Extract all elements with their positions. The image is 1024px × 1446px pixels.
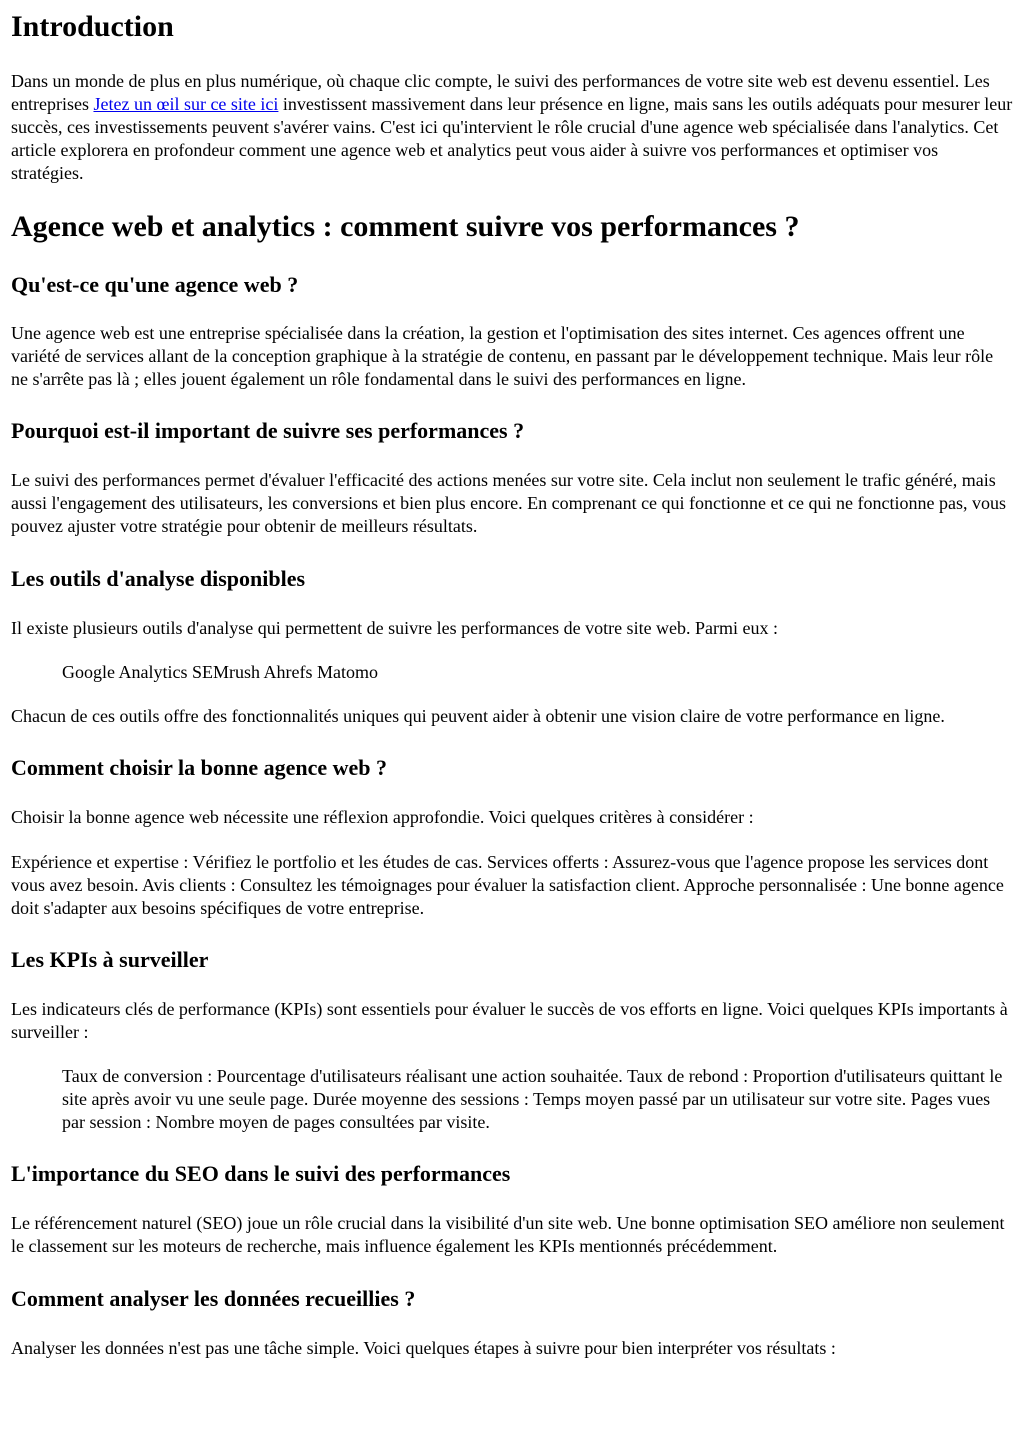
kpi-list: Taux de conversion : Pourcentage d'utilisateurs réalisant une action souhaitée. Taux de rebond : Proportion d'utilisateurs quittant le site après avoir vu une seule page. Durée moyenne des sessions : Temps moyen passé par un utilisateur sur votre site. Pages vues par session : Nombre moyen de pages consultées par visite.	[62, 1066, 1003, 1132]
intro-paragraph	[11, 70, 1013, 185]
intro-heading: Introduction	[11, 10, 174, 43]
section-kpis-paragraph: Les indicateurs clés de performance (KPIs) sont essentiels pour évaluer le succès de vos efforts en ligne. Voici quelques KPIs importants à surveiller :	[11, 999, 1008, 1042]
tools-list: Google Analytics SEMrush Ahrefs Matomo	[62, 662, 378, 682]
section-agence-heading: Qu'est-ce qu'une agence web ?	[11, 272, 299, 297]
section-outils-heading: Les outils d'analyse disponibles	[11, 566, 306, 591]
section-analyser-heading: Comment analyser les données recueillies ?	[11, 1286, 416, 1311]
criteria-list: Expérience et expertise : Vérifiez le portfolio et les études de cas. Services offerts : Assurez-vous que l'agence propose les services dont vous avez besoin. Avis clients : Consultez les témoignages pour évaluer la satisfaction client. Approche personnalisée : Une bonne agence doit s'adapter aux besoins spécifiques de votre entreprise.	[11, 852, 1004, 918]
section-outils-paragraph: Il existe plusieurs outils d'analyse qui permettent de suivre les performances de votre site web. Parmi eux :	[11, 618, 779, 638]
section-seo-paragraph: Le référencement naturel (SEO) joue un rôle crucial dans la visibilité d'un site web. Une bonne optimisation SEO améliore non seulement le classement sur les moteurs de recherche, mais influence également les KPIs mentionnés précédemment.	[11, 1213, 1005, 1256]
section-pourquoi-paragraph: Le suivi des performances permet d'évaluer l'efficacité des actions menées sur votre site. Cela inclut non seulement le trafic généré, mais aussi l'engagement des utilisateurs, les conversions et bien plus encore. En comprenant ce qui fonctionne et ce qui ne fonctionne pas, vous pouvez ajuster votre stratégie pour obtenir de meilleurs résultats.	[11, 470, 1006, 536]
section-agence-paragraph: Une agence web est une entreprise spécialisée dans la création, la gestion et l'optimisation des sites internet. Ces agences offrent une variété de services allant de la conception graphique à la stratégie de contenu, en passant par le développement technique. Mais leur rôle ne s'arrête pas là ; elles jouent également un rôle fondamental dans le suivi des performances en ligne.	[11, 323, 994, 389]
section-choisir-heading: Comment choisir la bonne agence web ?	[11, 755, 388, 780]
site-link[interactable]: Jetez un œil sur ce site ici	[93, 94, 279, 114]
section-choisir-paragraph: Choisir la bonne agence web nécessite une réflexion approfondie. Voici quelques critères à considérer :	[11, 807, 754, 827]
section-kpis-heading: Les KPIs à surveiller	[11, 947, 209, 972]
intro-text-after-link: investissent massivement dans leur présence en ligne, mais sans les outils adéquats pour mesurer leur succès, ces investissements peuvent s'avérer vains. C'est ici qu'intervient le rôle crucial d'une agence web spécialisée dans l'analytics. Cet article explorera en profondeur comment une agence web et analytics peut vous aider à suivre vos performances et optimiser vos stratégies.	[11, 94, 1013, 183]
section-analyser-paragraph: Analyser les données n'est pas une tâche simple. Voici quelques étapes à suivre pour bien interpréter vos résultats :	[11, 1338, 836, 1358]
section-outils-paragraph-after: Chacun de ces outils offre des fonctionnalités uniques qui peuvent aider à obtenir une vision claire de votre performance en ligne.	[11, 706, 945, 726]
section-seo-heading: L'importance du SEO dans le suivi des performances	[11, 1161, 511, 1186]
intro-text-before-link: Dans un monde de plus en plus numérique, où chaque clic compte, le suivi des performances de votre site web est devenu essentiel. Les entreprises	[11, 71, 990, 114]
main-heading: Agence web et analytics : comment suivre vos performances ?	[11, 210, 800, 243]
section-pourquoi-heading: Pourquoi est-il important de suivre ses performances ?	[11, 418, 525, 443]
